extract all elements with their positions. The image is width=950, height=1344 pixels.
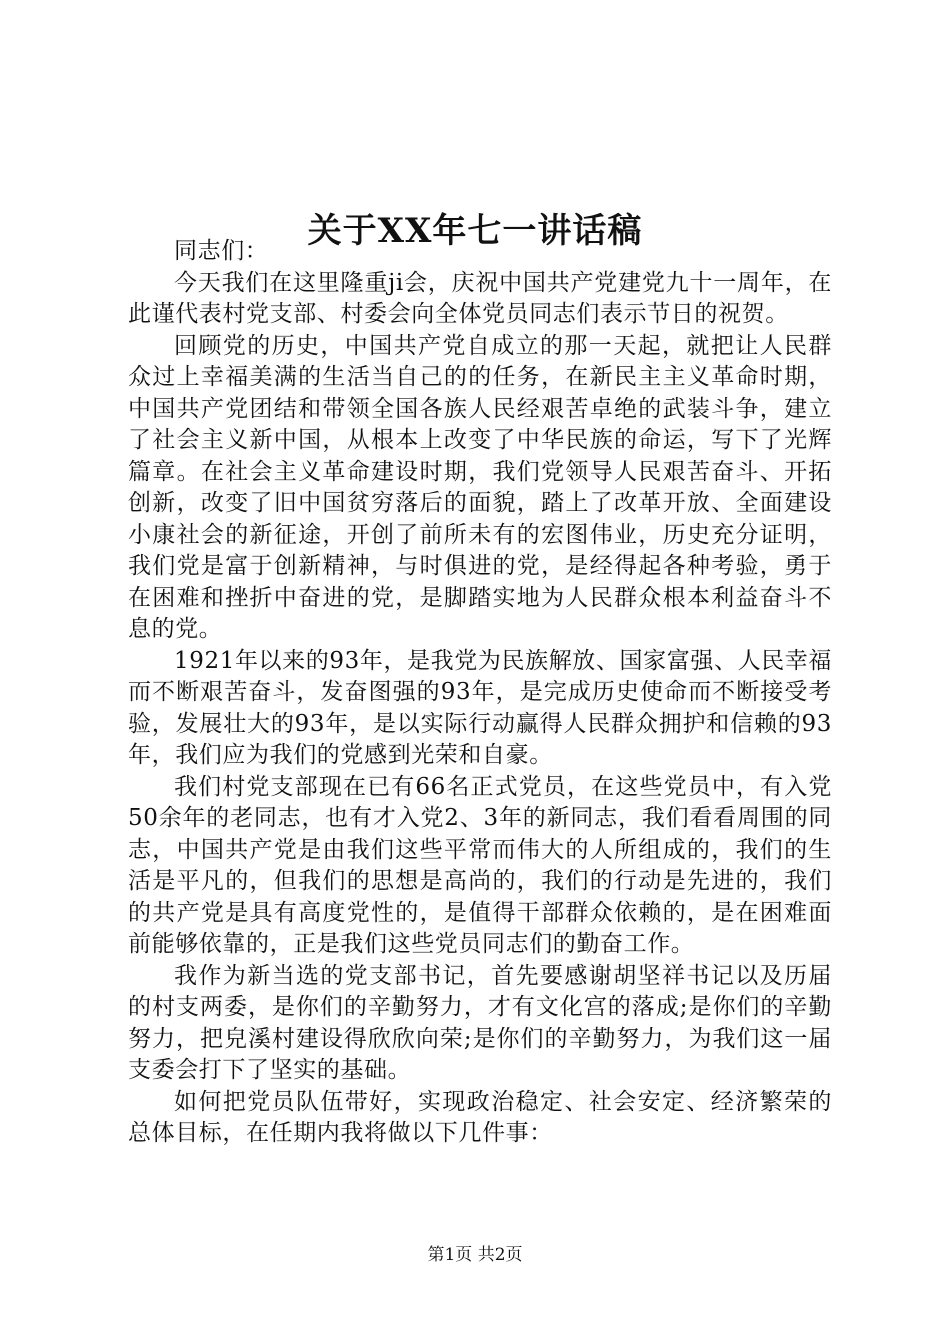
document-body: [128, 236, 832, 1150]
paragraph-plans: 如何把党员队伍带好，实现政治稳定、社会安定、经济繁荣的总体目标，在任期内我将做以下几件事：: [128, 1088, 832, 1146]
paragraph-opening: 今天我们在这里隆重ji会，庆祝中国共产党建党九十一周年，在此谨代表村党支部、村委会向全体党员同志们表示节日的祝贺。: [128, 269, 832, 327]
paragraph-salutation: 同志们：: [174, 238, 269, 264]
paragraph-members: 我们村党支部现在已有66名正式党员，在这些党员中，有入党50余年的老同志，也有才入党2、3年的新同志，我们看看周围的同志，中国共产党是由我们这些平常而伟大的人所组成的，我们的生活是平凡的，但我们的思想是高尚的，我们的行动是先进的，我们的共产党是具有高度党性的，是值得干部群众依赖的，是在困难面前能够依靠的，正是我们这些党员同志们的勤奋工作。: [128, 773, 832, 957]
paragraph-thanks: 我作为新当选的党支部书记，首先要感谢胡坚祥书记以及历届的村支两委，是你们的辛勤努力，才有文化宫的落成;是你们的辛勤努力，把皃溪村建设得欣欣向荣;是你们的辛勤努力，为我们这一届支委会打下了坚实的基础。: [128, 962, 832, 1083]
paragraph-history: 回顾党的历史，中国共产党自成立的那一天起，就把让人民群众过上幸福美满的生活当自己的的任务，在新民主主义革命时期，中国共产党团结和带领全国各族人民经艰苦卓绝的武装斗争，建立了社会主义新中国，从根本上改变了中华民族的命运，写下了光辉篇章。在社会主义革命建设时期，我们党领导人民艰苦奋斗、开拓创新，改变了旧中国贫穷落后的面貌，踏上了改革开放、全面建设小康社会的新征途，开创了前所未有的宏图伟业，历史充分证明，我们党是富于创新精神，与时俱进的党，是经得起各种考验，勇于在困难和挫折中奋进的党，是脚踏实地为人民群众根本利益奋斗不息的党。: [128, 332, 832, 642]
page-number-footer: 第1页 共2页: [427, 1245, 523, 1265]
document-title: 关于XX年七一讲话稿: [307, 210, 643, 251]
paragraph-93-years: 1921年以来的93年，是我党为民族解放、国家富强、人民幸福而不断艰苦奋斗，发奋图强的93年，是完成历史使命而不断接受考验，发展壮大的93年，是以实际行动赢得人民群众拥护和信赖的93年，我们应为我们的党感到光荣和自豪。: [128, 647, 832, 768]
